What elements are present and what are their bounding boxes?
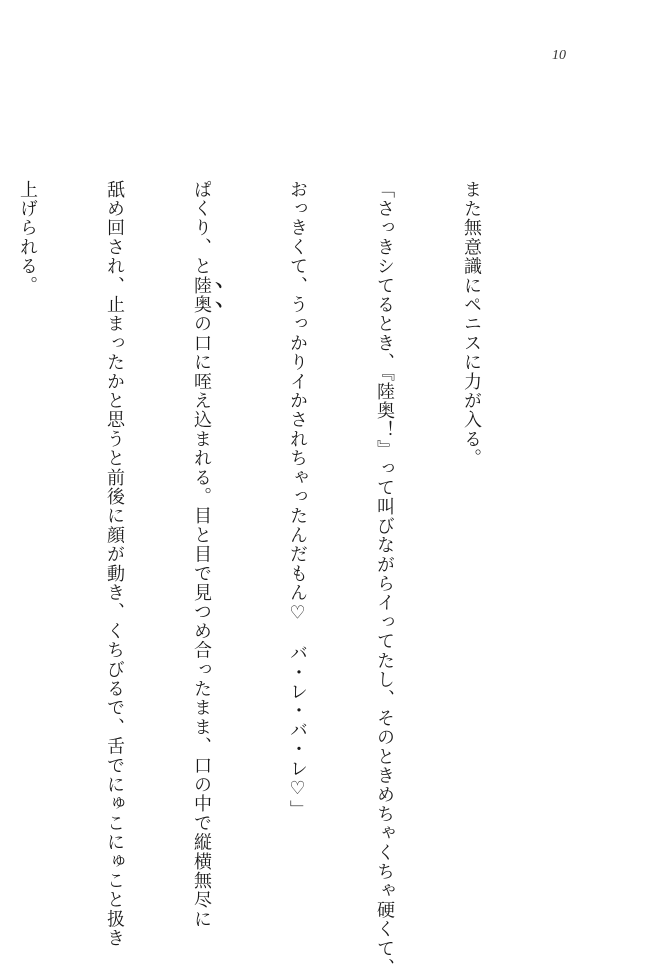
page-number: 10 [552,48,566,63]
body-text [0,180,544,977]
text-line: おっきくて、うっかりイかされちゃったんだもん♡ バ・レ・バ・レ♡」 [287,180,308,820]
text-line: ぱくり、と陸奥の口に咥え込まれる。目と目で見つめ合ったまま、口の中で縦横無尽に [191,180,212,929]
text-line: 上げられる。 [17,180,38,296]
emphasized-name: 陸奥 [191,276,212,315]
text-line: 「さっきシてるとき、『陸奥！』って叫びながらイってたし、そのときめちゃくちゃ硬くて、 [374,180,395,977]
text-line: また無意識にペニスに力が入る。 [461,180,482,468]
text-line: 舐め回され、止まったかと思うと前後に顔が動き、くちびるで、舌でにゅこにゅこと扱き [104,180,125,948]
